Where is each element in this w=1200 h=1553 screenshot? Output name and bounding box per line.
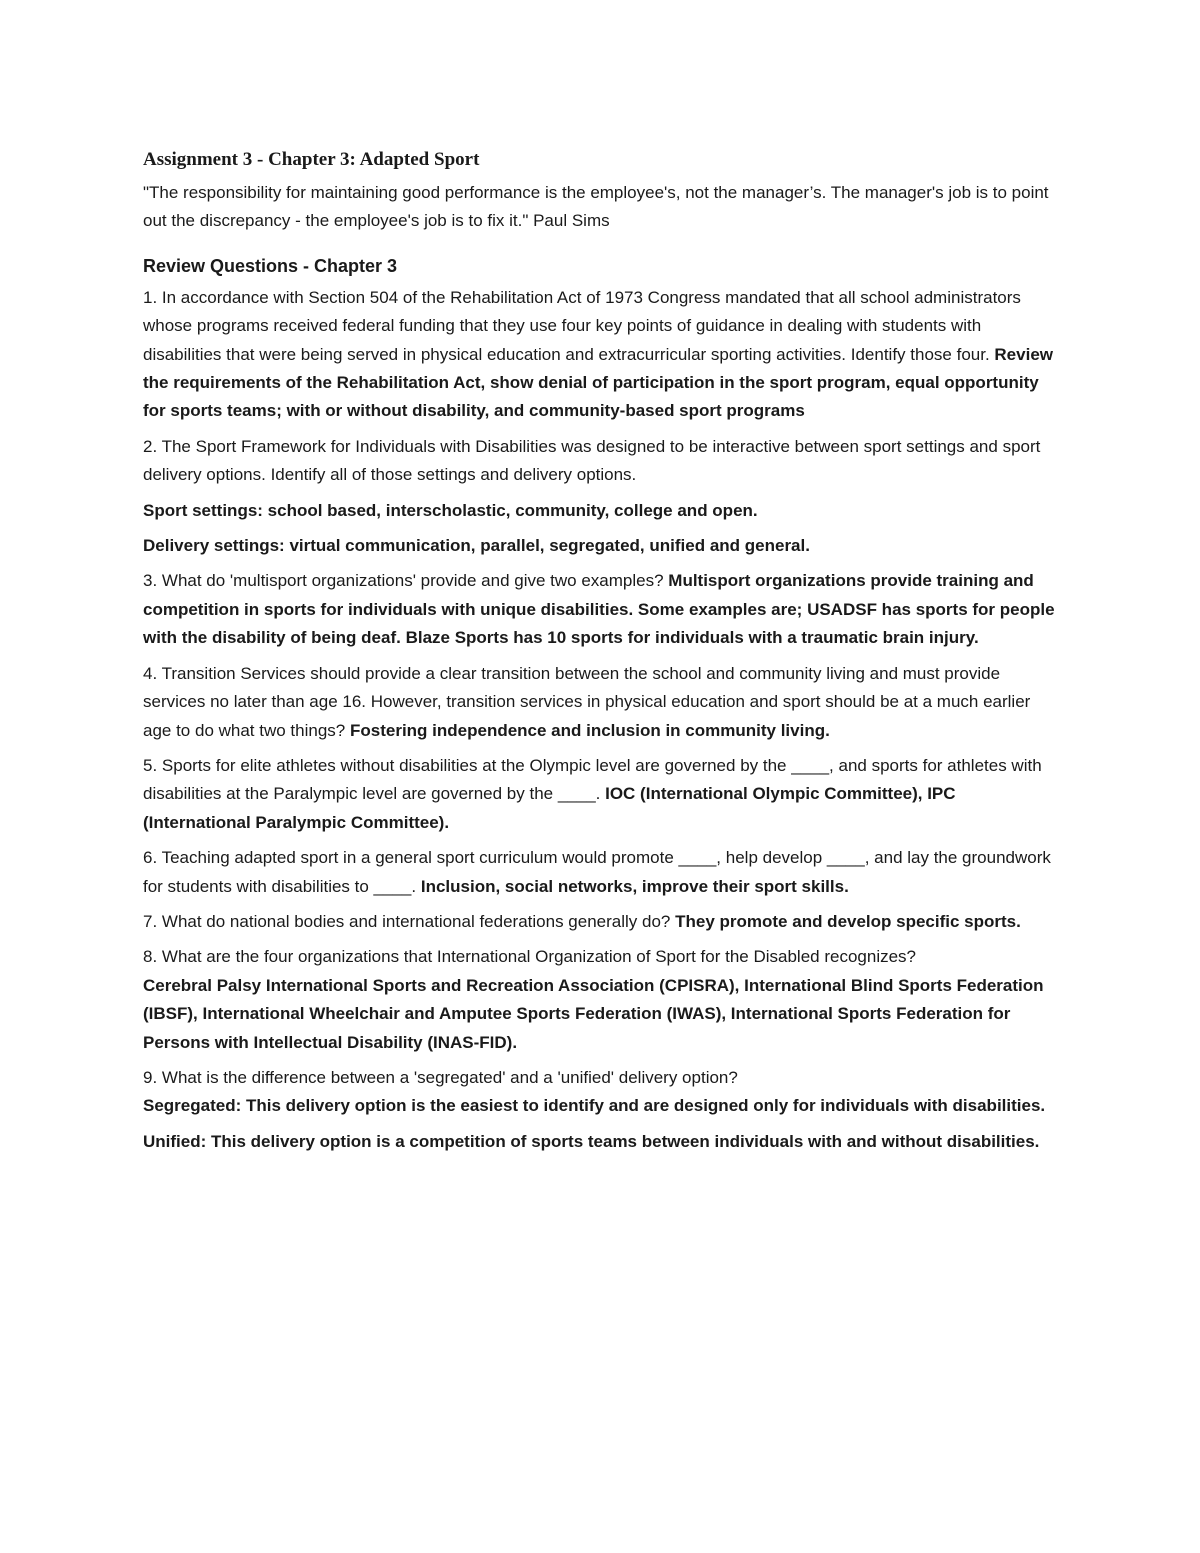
answer-text: They promote and develop specific sports.	[675, 911, 1021, 931]
question-text: 7. What do national bodies and international federations generally do?	[143, 911, 671, 931]
question-text: 9. What is the difference between a 'segregated' and a 'unified' delivery option?	[143, 1067, 738, 1087]
question-1	[143, 284, 1063, 426]
answer-text: Delivery settings: virtual communication, parallel, segregated, unified and general.	[143, 536, 810, 556]
answer-text: Segregated: This delivery option is the easiest to identify and are designed only for individuals with disabilities.	[143, 1096, 1046, 1116]
answer-text: Unified: This delivery option is a competition of sports teams between individuals with and without disabilities.	[143, 1131, 1040, 1151]
opening-quote: "The responsibility for maintaining good performance is the employee's, not the manager’s. The manager's job is to point out the discrepancy - the employee's job is to fix it." Paul Sims	[143, 183, 1049, 231]
question-text: 3. What do 'multisport organizations' provide and give two examples?	[143, 571, 664, 591]
question-6	[143, 844, 1063, 901]
answer-unified	[143, 1128, 1063, 1156]
question-9	[143, 1064, 1063, 1121]
answer-delivery-settings	[143, 532, 1063, 560]
answer-text: Cerebral Palsy International Sports and Recreation Association (CPISRA), International Blind Sports Federation (IBSF), International Wheelchair and Amputee Sports Federation (IWAS), International Sports Federation for Persons with Intellectual Disability (INAS-FID).	[143, 975, 1044, 1052]
question-4	[143, 660, 1063, 745]
answer-text: Fostering independence and inclusion in community living.	[349, 720, 830, 740]
answer-text: Multisport organizations provide training and competition in sports for individuals with unique disabilities. Some examples are; USADSF has sports for people with the disability of being deaf. Blaze Sports has 10 sports for individuals with a traumatic brain injury.	[143, 571, 1055, 648]
question-5	[143, 752, 1063, 837]
answer-text: IOC (International Olympic Committee), IPC (International Paralympic Committee).	[143, 784, 956, 832]
question-text: 1. In accordance with Section 504 of the Rehabilitation Act of 1973 Congress mandated that all school administrators whose programs received federal funding that they use four key points of guidance in dealing with students with disabilities that were being served in physical education and extracurricular sporting activities. Identify those four.	[143, 287, 1021, 364]
answer-sport-settings	[143, 497, 1063, 525]
question-8	[143, 943, 1063, 1057]
document-page	[143, 146, 1063, 1163]
document-title: Assignment 3 - Chapter 3: Adapted Sport	[143, 149, 480, 170]
question-3	[143, 567, 1063, 652]
question-text: 4. Transition Services should provide a clear transition between the school and community living and must provide services no later than age 16. However, transition services in physical education and sport should be at a much earlier age to do what two things?	[143, 663, 1031, 740]
question-text: 8. What are the four organizations that International Organization of Sport for the Disabled recognizes?	[143, 947, 917, 967]
question-text: 6. Teaching adapted sport in a general sport curriculum would promote ____, help develop ____, and lay the groundwork for students with disabilities to ____.	[143, 848, 1051, 896]
question-text: 5. Sports for elite athletes without disabilities at the Olympic level are governed by the ____, and sports for athletes with disabilities at the Paralympic level are governed by the ____.	[143, 755, 1042, 804]
answer-text: Inclusion, social networks, improve their sport skills.	[420, 876, 849, 896]
question-2	[143, 433, 1063, 490]
answer-text: Review the requirements of the Rehabilitation Act, show denial of participation in the sport program, equal opportunity for sports teams; with or without disability, and community-based sport programs	[143, 344, 1053, 421]
section-heading: Review Questions - Chapter 3	[143, 255, 398, 276]
question-7	[143, 908, 1063, 936]
question-text: 2. The Sport Framework for Individuals with Disabilities was designed to be interactive between sport settings and sport delivery options. Identify all of those settings and delivery options.	[143, 436, 1041, 485]
answer-text: Sport settings: school based, interscholastic, community, college and open.	[143, 500, 758, 520]
